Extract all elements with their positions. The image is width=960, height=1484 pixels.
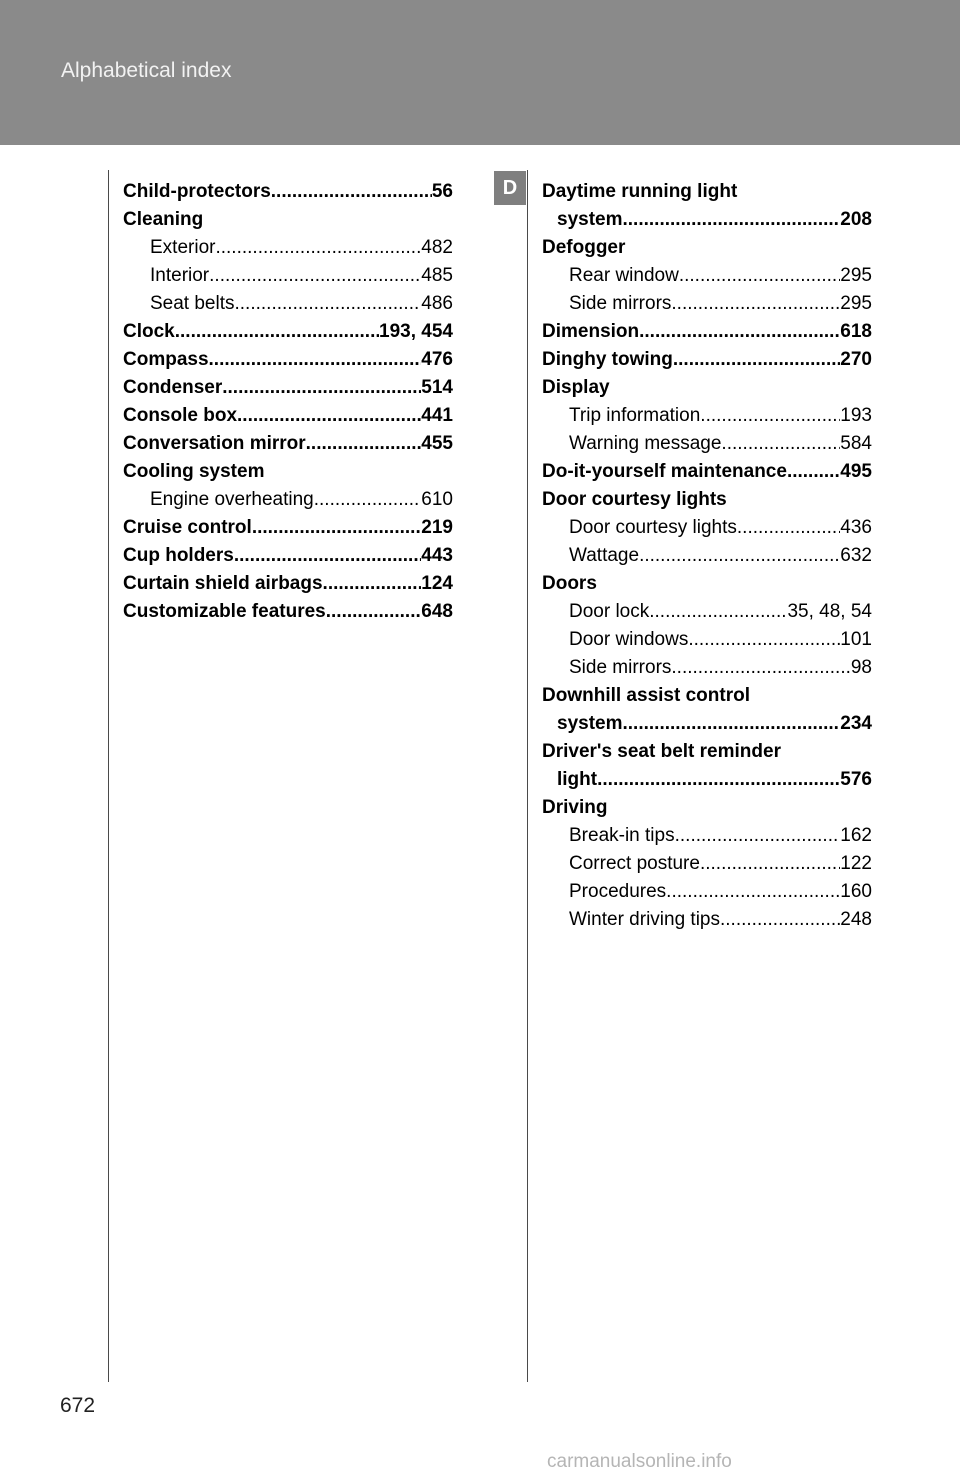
index-entry	[123, 570, 453, 598]
entry-page: 98	[850, 657, 872, 678]
entry-label: system	[557, 209, 623, 230]
entry-label: Trip information	[569, 405, 701, 426]
left-divider	[108, 170, 109, 1382]
dot-leader	[252, 514, 421, 542]
index-subentry	[542, 542, 872, 570]
center-divider	[527, 170, 528, 1382]
index-entry-continuation	[542, 766, 872, 794]
page-number: 672	[60, 1394, 96, 1417]
entry-label: Dimension	[542, 321, 640, 342]
dot-leader	[688, 626, 840, 654]
index-subentry	[123, 262, 453, 290]
dot-leader	[700, 402, 840, 430]
dot-leader	[673, 346, 840, 374]
index-subentry	[542, 514, 872, 542]
entry-label: Correct posture	[569, 853, 700, 874]
entry-page: 248	[840, 909, 872, 930]
index-entry	[123, 318, 453, 346]
header-title: Alphabetical index	[61, 59, 232, 82]
index-entry	[542, 458, 872, 486]
entry-page: 101	[840, 629, 872, 650]
index-subentry	[123, 234, 453, 262]
dot-leader	[700, 850, 840, 878]
entry-page: 56	[431, 181, 453, 202]
index-heading: Display	[542, 377, 610, 398]
index-subentry	[542, 654, 872, 682]
entry-label: Side mirrors	[569, 293, 672, 314]
entry-page: 193, 454	[379, 321, 453, 342]
entry-page: 648	[421, 601, 453, 622]
entry-page: 495	[840, 461, 872, 482]
entry-label: Interior	[150, 265, 210, 286]
dot-leader	[649, 598, 787, 626]
entry-page: 514	[421, 377, 453, 398]
entry-page: 436	[840, 517, 872, 538]
index-heading: Driving	[542, 797, 608, 818]
index-entry	[123, 346, 453, 374]
dot-leader	[215, 234, 421, 262]
index-entry	[123, 178, 453, 206]
entry-page: 193	[840, 405, 872, 426]
entry-page: 35, 48, 54	[787, 601, 872, 622]
dot-leader	[314, 486, 422, 514]
index-heading: Driver's seat belt reminder	[542, 741, 781, 762]
index-entry	[123, 598, 453, 626]
entry-label: Side mirrors	[569, 657, 672, 678]
dot-leader	[623, 710, 841, 738]
index-heading: Doors	[542, 573, 597, 594]
index-subentry	[123, 290, 453, 318]
entry-label: Door courtesy lights	[569, 517, 737, 538]
dot-leader	[209, 346, 422, 374]
entry-page: 618	[840, 321, 872, 342]
entry-label: Curtain shield airbags	[123, 573, 323, 594]
entry-page: 482	[421, 237, 453, 258]
watermark: carmanualsonline.info	[547, 1451, 732, 1472]
entry-label: Winter driving tips	[569, 909, 720, 930]
dot-leader	[679, 262, 840, 290]
entry-label: Customizable features	[123, 601, 326, 622]
entry-label: Condenser	[123, 377, 223, 398]
entry-label: Break-in tips	[569, 825, 675, 846]
dot-leader	[209, 262, 421, 290]
dot-leader	[623, 206, 841, 234]
entry-page: 610	[421, 489, 453, 510]
index-subentry	[542, 878, 872, 906]
dot-leader	[234, 542, 421, 570]
index-subentry	[123, 486, 453, 514]
dot-leader	[787, 458, 840, 486]
entry-page: 486	[421, 293, 453, 314]
entry-page: 576	[840, 769, 872, 790]
index-heading: Downhill assist control	[542, 685, 750, 706]
dot-leader	[675, 822, 841, 850]
entry-page: 295	[840, 265, 872, 286]
entry-page: 584	[840, 433, 872, 454]
dot-leader	[720, 906, 840, 934]
entry-page: 270	[840, 349, 872, 370]
index-subentry	[542, 598, 872, 626]
entry-page: 443	[421, 545, 453, 566]
entry-label: Door windows	[569, 629, 689, 650]
entry-label: Compass	[123, 349, 209, 370]
dot-leader	[237, 402, 421, 430]
index-entry	[123, 514, 453, 542]
dot-leader	[737, 514, 840, 542]
index-entry	[542, 318, 872, 346]
entry-label: Warning message	[569, 433, 722, 454]
index-heading: Defogger	[542, 237, 626, 258]
entry-page: 234	[840, 713, 872, 734]
dot-leader	[235, 290, 422, 318]
index-subentry	[542, 430, 872, 458]
entry-label: Seat belts	[150, 293, 235, 314]
entry-page: 295	[840, 293, 872, 314]
entry-label: Conversation mirror	[123, 433, 306, 454]
dot-leader	[671, 290, 840, 318]
dot-leader	[222, 374, 421, 402]
index-subentry	[542, 402, 872, 430]
index-entry-continuation	[542, 710, 872, 738]
index-heading: Cleaning	[123, 209, 204, 230]
entry-page: 485	[421, 265, 453, 286]
dot-leader	[671, 654, 850, 682]
index-column-left	[123, 178, 453, 626]
index-column-right	[542, 178, 872, 934]
page-header	[0, 0, 960, 145]
index-subentry	[542, 822, 872, 850]
dot-leader	[721, 430, 840, 458]
entry-label: Clock	[123, 321, 175, 342]
index-subentry	[542, 262, 872, 290]
index-entry	[123, 542, 453, 570]
entry-label: Wattage	[569, 545, 640, 566]
entry-label: Cup holders	[123, 545, 234, 566]
dot-leader	[326, 598, 422, 626]
entry-page: 219	[421, 517, 453, 538]
entry-label: Engine overheating	[150, 489, 314, 510]
entry-label: light	[557, 769, 598, 790]
index-subentry	[542, 906, 872, 934]
index-heading: Cooling system	[123, 461, 265, 482]
index-entry	[123, 402, 453, 430]
entry-label: Exterior	[150, 237, 216, 258]
dot-leader	[323, 570, 422, 598]
entry-page: 162	[840, 825, 872, 846]
entry-label: Do-it-yourself maintenance	[542, 461, 787, 482]
index-entry	[123, 374, 453, 402]
dot-leader	[666, 878, 840, 906]
index-subentry	[542, 626, 872, 654]
entry-label: Rear window	[569, 265, 679, 286]
entry-label: Procedures	[569, 881, 667, 902]
index-entry-continuation	[542, 206, 872, 234]
dot-leader	[306, 430, 422, 458]
entry-page: 455	[421, 433, 453, 454]
dot-leader	[271, 178, 432, 206]
section-letter-tab: D	[494, 171, 526, 205]
index-heading: Door courtesy lights	[542, 489, 727, 510]
index-heading: Daytime running light	[542, 181, 738, 202]
entry-page: 632	[840, 545, 872, 566]
entry-page: 122	[840, 853, 872, 874]
dot-leader	[597, 766, 840, 794]
entry-label: Console box	[123, 405, 238, 426]
index-entry	[542, 346, 872, 374]
entry-page: 124	[421, 573, 453, 594]
dot-leader	[175, 318, 379, 346]
index-entry	[123, 430, 453, 458]
index-subentry	[542, 850, 872, 878]
entry-page: 208	[840, 209, 872, 230]
entry-page: 476	[421, 349, 453, 370]
entry-page: 160	[840, 881, 872, 902]
index-subentry	[542, 290, 872, 318]
entry-label: Child-protectors	[123, 181, 271, 202]
entry-page: 441	[421, 405, 453, 426]
entry-label: system	[557, 713, 623, 734]
entry-label: Dinghy towing	[542, 349, 673, 370]
dot-leader	[639, 542, 840, 570]
dot-leader	[639, 318, 840, 346]
entry-label: Door lock	[569, 601, 650, 622]
entry-label: Cruise control	[123, 517, 252, 538]
